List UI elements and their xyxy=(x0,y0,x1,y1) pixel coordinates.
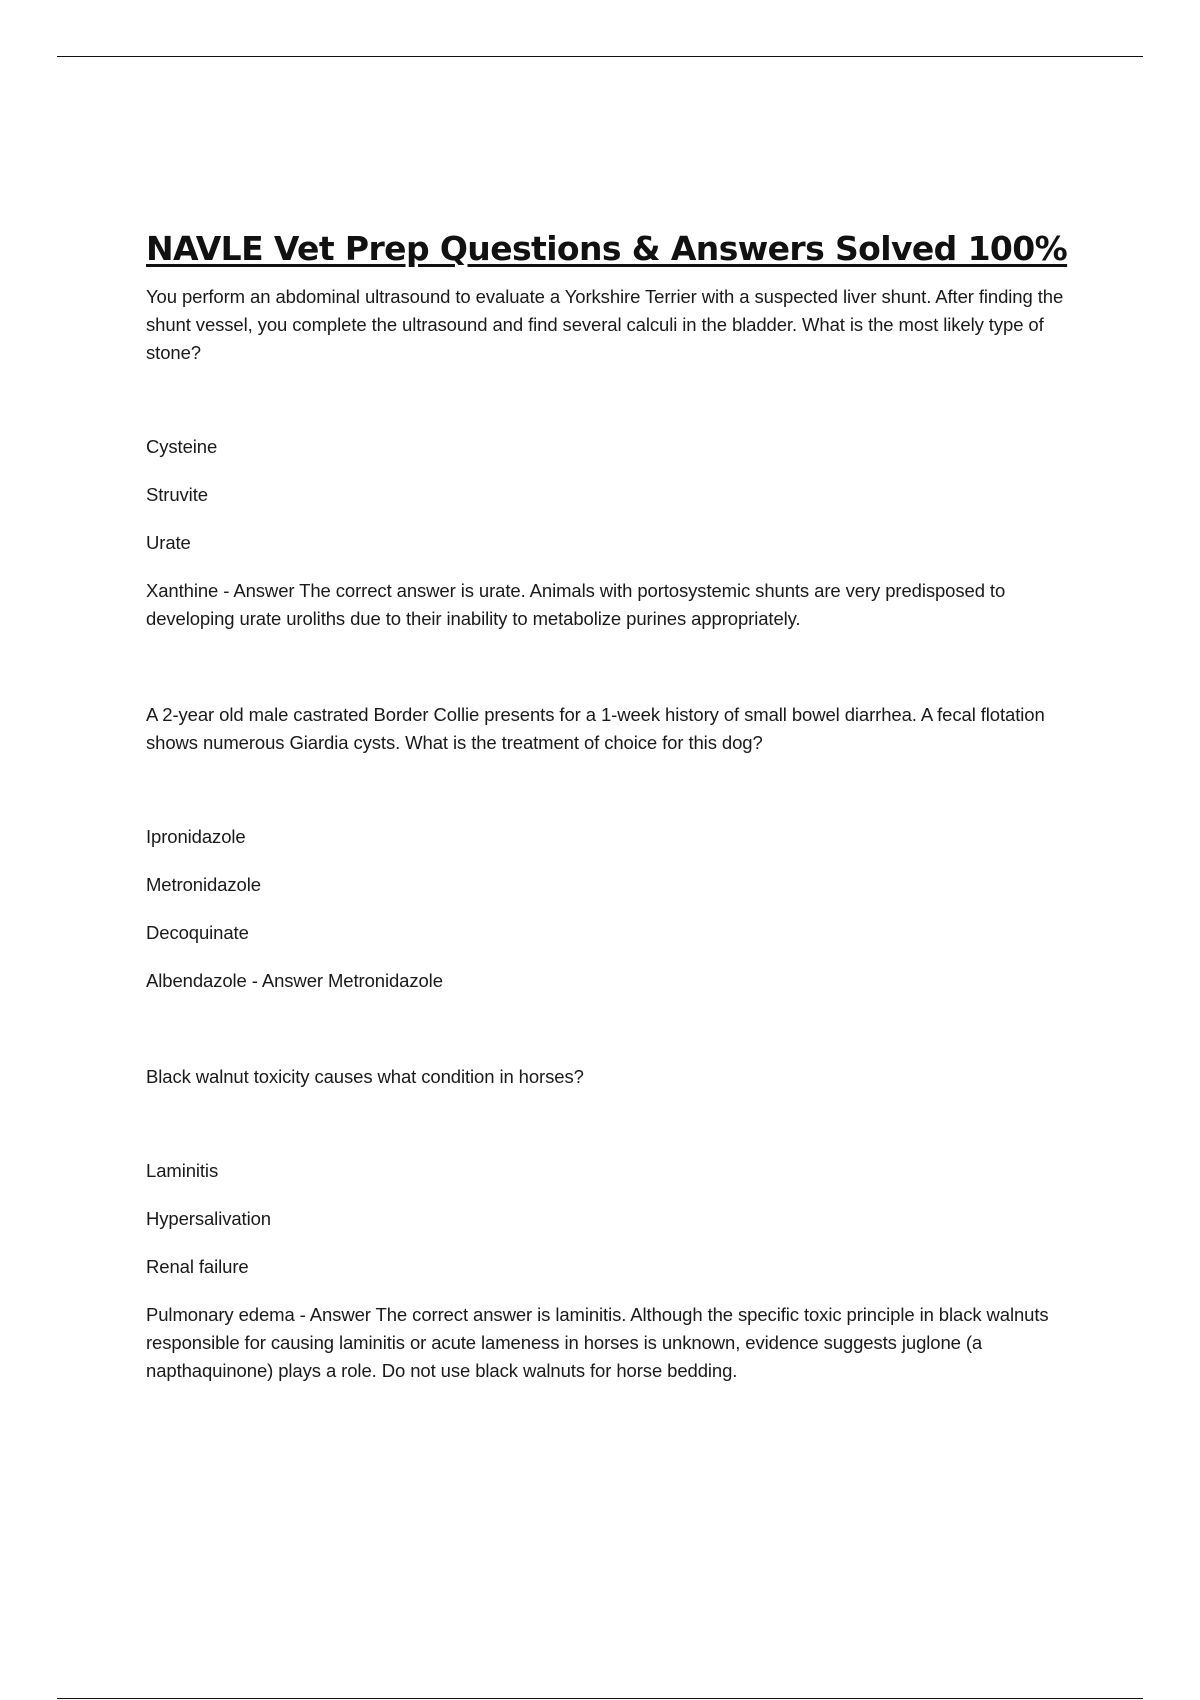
answer-option: Laminitis xyxy=(146,1160,219,1182)
answer-option: Decoquinate xyxy=(146,922,249,944)
answer-option: Renal failure xyxy=(146,1256,249,1278)
page-title: NAVLE Vet Prep Questions & Answers Solved 100% xyxy=(146,229,1068,268)
answer-option: Ipronidazole xyxy=(146,826,246,848)
top-divider xyxy=(57,56,1143,57)
answer-explanation: Albendazole - Answer Metronidazole xyxy=(146,970,443,992)
answer-option: Metronidazole xyxy=(146,874,261,896)
bottom-divider xyxy=(57,1698,1143,1699)
question-text: You perform an abdominal ultrasound to evaluate a Yorkshire Terrier with a suspected liver shunt. After finding the shunt vessel, you complete the ultrasound and find several calculi in the bladder. What is the most likely type of stone? xyxy=(146,286,1064,364)
question-block-3 xyxy=(146,1063,1091,1385)
answer-option: Hypersalivation xyxy=(146,1208,271,1230)
answer-option: Struvite xyxy=(146,484,208,506)
question-block-1 xyxy=(146,283,1091,633)
question-text: A 2-year old male castrated Border Collie presents for a 1-week history of small bowel diarrhea. A fecal flotation shows numerous Giardia cysts. What is the treatment of choice for this dog? xyxy=(146,704,1045,754)
question-block-2 xyxy=(146,701,1091,995)
answer-explanation: Xanthine - Answer The correct answer is urate. Animals with portosystemic shunts are very predisposed to developing urate uroliths due to their inability to metabolize purines appropriately. xyxy=(146,580,1006,630)
answer-option: Cysteine xyxy=(146,436,218,458)
answer-option: Urate xyxy=(146,532,191,554)
question-text: Black walnut toxicity causes what condition in horses? xyxy=(146,1066,584,1088)
answer-explanation: Pulmonary edema - Answer The correct answer is laminitis. Although the specific toxic principle in black walnuts responsible for causing laminitis or acute lameness in horses is unknown, evidence suggests juglone (a napthaquinone) plays a role. Do not use black walnuts for horse bedding. xyxy=(146,1304,1049,1382)
document-body xyxy=(146,228,1091,1385)
